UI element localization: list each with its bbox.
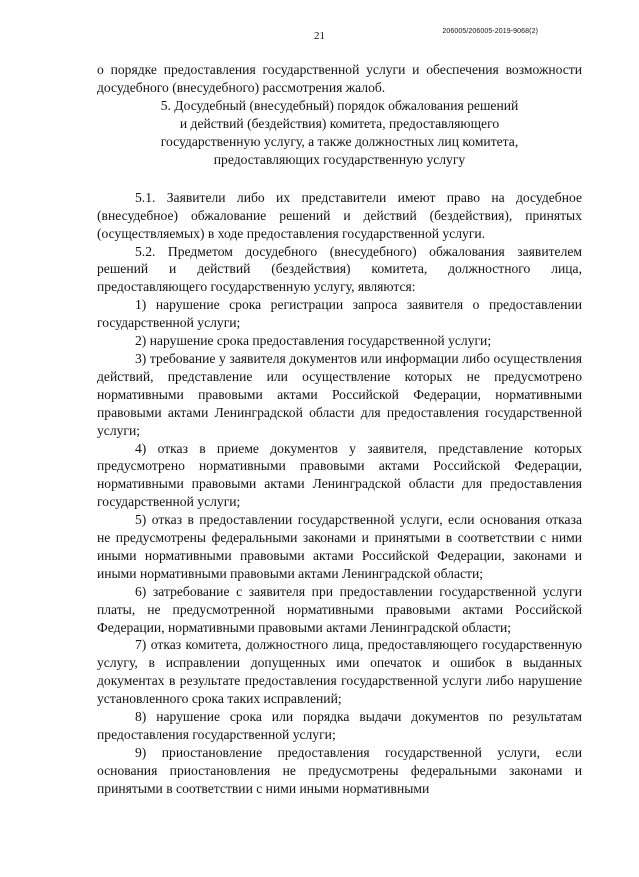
page-number: 21 — [314, 30, 325, 42]
intro-paragraph: о порядке предоставления государственной услуги и обеспечения возможности досудебного (внесудебного) рассмотрения жалоб. — [97, 62, 582, 95]
section-heading-line: государственную услугу, а также должностных лиц комитета, — [160, 133, 519, 149]
list-item-1: 1) нарушение срока регистрации запроса заявителя о предоставлении государственной услуги; — [97, 297, 582, 331]
paragraph-5-1: 5.1. Заявители либо их представители имеют право на досудебное (внесудебное) обжалование решений и действий (бездействия), принятых (осуществляемых) в ходе предоставления государственной услуги. — [97, 189, 582, 241]
list-item-5: 5) отказ в предоставлении государственной услуги, если основания отказа не предусмотрены федеральными законами и принятыми в соответствии с ними иными нормативными правовыми актами Российской Федерации, законами и иными нормативными правовыми актами Ленинградской области; — [97, 512, 582, 581]
section-heading-line: предоставляющих государственную услугу — [213, 151, 466, 167]
document-code: 206005/206005-2019-9068(2) — [442, 28, 538, 35]
section-heading — [97, 97, 582, 169]
list-item-2: 2) нарушение срока предоставления государственной услуги; — [135, 333, 492, 349]
list-item-9: 9) приостановление предоставления государственной услуги, если основания приостановления не предусмотрены федеральными законами и принятыми в соответствии с ними иными нормативными — [97, 744, 582, 796]
paragraph-5-2: 5.2. Предметом досудебного (внесудебного) обжалования заявителем решений и действий (бездействия) комитета, должностного лица, предоставляющего государственную услугу, являются: — [97, 243, 582, 295]
list-item-7: 7) отказ комитета, должностного лица, предоставляющего государственную услугу, в исправлении допущенных ими опечаток и ошибок в выданных документах в результате предоставления государственной услуги либо нарушение установленного срока таких исправлений; — [97, 637, 582, 707]
section-heading-line: и действий (бездействия) комитета, предоставляющего — [179, 115, 500, 131]
spacer — [97, 169, 582, 189]
list-item-6: 6) затребование с заявителя при предоставлении государственной услуги платы, не предусмотренной нормативными правовыми актами Российской Федерации, нормативными правовыми актами Ленинградской области; — [97, 583, 582, 635]
document-body — [97, 61, 582, 798]
list-item-4: 4) отказ в приеме документов у заявителя, представление которых предусмотрено нормативными правовыми актами Российской Федерации, нормативными правовыми актами Ленинградской области для предоставления государственной услуги; — [97, 440, 582, 510]
section-heading-line: 5. Досудебный (внесудебный) порядок обжалования решений — [160, 97, 519, 113]
list-item-3: 3) требование у заявителя документов или информации либо осуществления действий, представление или осуществление которых не предусмотрено нормативными правовыми актами Российской Федерации, нормативными правовыми актами Ленинградской области для предоставления государственной услуги; — [97, 350, 582, 438]
list-item-8: 8) нарушение срока или порядка выдачи документов по результатам предоставления государственной услуги; — [97, 709, 582, 742]
